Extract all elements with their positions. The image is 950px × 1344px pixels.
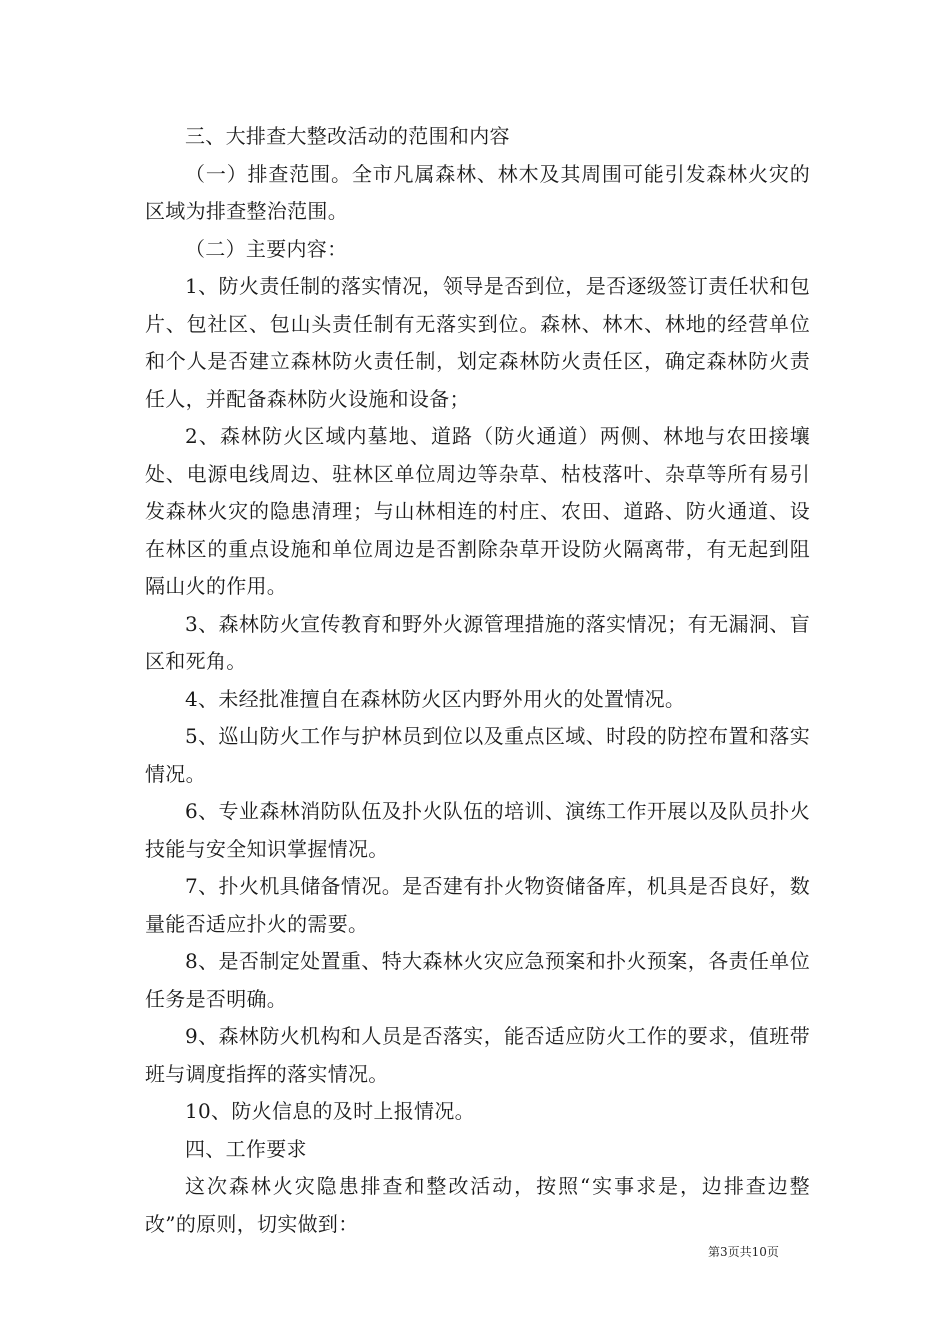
section-heading-4: 四、工作要求 (185, 1136, 307, 1161)
paragraph-item-4: 4、未经批准擅自在森林防火区内野外用火的处置情况。 (185, 686, 686, 711)
paragraph-item-2: 2、森林防火区域内墓地、道路（防火通道）两侧、林地与农田接壤处、电源电线周边、驻林区单位周边等杂草、枯枝落叶、杂草等所有易引发森林火灾的隐患清理；与山林相连的村庄、农田、道路、防火通道、设在林区的重点设施和单位周边是否割除杂草开设防火隔离带，有无起到阻隔山火的作用。 (145, 424, 810, 598)
paragraph-scope: （一）排查范围。全市凡属森林、林木及其周围可能引发森林火灾的区域为排查整治范围。 (145, 161, 810, 223)
paragraph-item-1: 1、防火责任制的落实情况，领导是否到位，是否逐级签订责任状和包片、包社区、包山头责任制有无落实到位。森林、林木、林地的经营单位和个人是否建立森林防火责任制，划定森林防火责任区，确定森林防火责任人，并配备森林防火设施和设备； (145, 274, 810, 411)
paragraph-item-9: 9、森林防火机构和人员是否落实，能否适应防火工作的要求，值班带班与调度指挥的落实情况。 (145, 1024, 810, 1086)
paragraph-item-8: 8、是否制定处置重、特大森林火灾应急预案和扑火预案，各责任单位任务是否明确。 (145, 949, 810, 1011)
paragraph-item-5: 5、巡山防火工作与护林员到位以及重点区域、时段的防控布置和落实情况。 (145, 724, 810, 786)
paragraph-item-3: 3、森林防火宣传教育和野外火源管理措施的落实情况；有无漏洞、盲区和死角。 (145, 611, 810, 673)
paragraph-requirements-intro: 这次森林火灾隐患排查和整改活动，按照“实事求是，边排查边整改”的原则，切实做到： (145, 1174, 810, 1236)
section-heading-3: 三、大排查大整改活动的范围和内容 (185, 124, 510, 148)
paragraph-item-6: 6、专业森林消防队伍及扑火队伍的培训、演练工作开展以及队员扑火技能与安全知识掌握情况。 (145, 799, 810, 861)
paragraph-item-7: 7、扑火机具储备情况。是否建有扑火物资储备库，机具是否良好，数量能否适应扑火的需要。 (145, 874, 810, 936)
subheading-main-content: （二）主要内容： (185, 236, 348, 261)
paragraph-item-10: 10、防火信息的及时上报情况。 (185, 1099, 475, 1123)
document-body (145, 118, 810, 1243)
page-number: 第3页共10页 (708, 1245, 779, 1259)
